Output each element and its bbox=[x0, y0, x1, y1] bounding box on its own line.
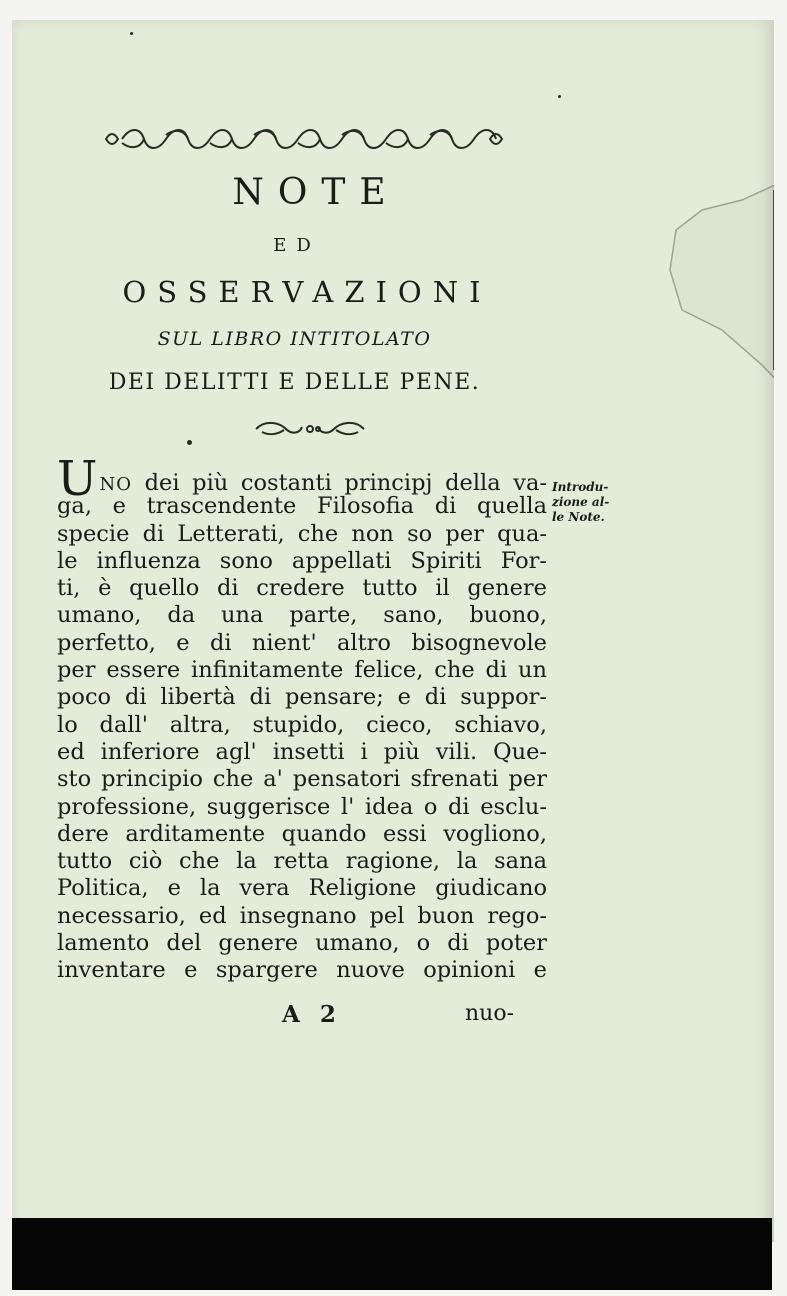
title-osservazioni: OSSERVAZIONI bbox=[122, 275, 492, 309]
title-connector: ED bbox=[273, 235, 321, 256]
text-line: ti, è quello di credere tutto il genere bbox=[57, 575, 547, 602]
body-paragraph bbox=[57, 451, 547, 985]
subtitle: SUL LIBRO INTITOLATO bbox=[157, 328, 432, 350]
catchword: nuo- bbox=[465, 1001, 515, 1026]
torn-paper-fragment-icon bbox=[662, 180, 774, 390]
text-line: ga, e trascendente Filosofia di quella bbox=[57, 493, 547, 520]
text-line: per essere infinitamente felice, che di un bbox=[57, 657, 547, 684]
ornament-flourish-icon bbox=[252, 418, 368, 440]
text-line: perfetto, e di nient' altro bisognevole bbox=[57, 629, 547, 656]
text-line: poco di libertà di pensare; e di suppor- bbox=[57, 684, 547, 711]
first-word-rest: NO bbox=[99, 474, 132, 495]
book-page bbox=[12, 20, 774, 1242]
text-line: dere arditamente quando essi vogliono, bbox=[57, 820, 547, 847]
text-line: lamento del genere umano, o di poter bbox=[57, 930, 547, 957]
text-line: inventare e spargere nuove opinioni e bbox=[57, 957, 547, 984]
scan-border bbox=[12, 1218, 772, 1290]
text-line: professione, suggerisce l' idea o di esclu- bbox=[57, 793, 547, 820]
signature-mark: A 2 bbox=[282, 1001, 342, 1028]
text-line: ed inferiore agl' insetti i più vili. Que- bbox=[57, 738, 547, 765]
text-line: umano, da una parte, sano, buono, bbox=[57, 602, 547, 629]
ornament-border-icon bbox=[100, 125, 505, 153]
text-line: Politica, e la vera Religione giudicano bbox=[57, 875, 547, 902]
text-line: lo dall' altra, stupido, cieco, schiavo, bbox=[57, 711, 547, 738]
ink-speck bbox=[187, 440, 192, 445]
ink-speck bbox=[130, 32, 133, 35]
text-line: UNO dei più costanti principj della va- bbox=[57, 451, 547, 507]
text-line: tutto ciò che la retta ragione, la sana bbox=[57, 848, 547, 875]
work-title: DEI DELITTI E DELLE PENE. bbox=[108, 370, 481, 395]
text-line: le influenza sono appellati Spiriti For- bbox=[57, 547, 547, 574]
text-line: necessario, ed insegnano pel buon rego- bbox=[57, 902, 547, 929]
text-line: specie di Letterati, che non so per qua- bbox=[57, 520, 547, 547]
margin-note: Introdu- zione al- le Note. bbox=[552, 480, 610, 524]
drop-cap: U bbox=[57, 451, 98, 507]
title-note: NOTE bbox=[232, 172, 400, 213]
ink-speck bbox=[558, 95, 561, 98]
text-line: sto principio che a' pensatori sfrenati per bbox=[57, 766, 547, 793]
